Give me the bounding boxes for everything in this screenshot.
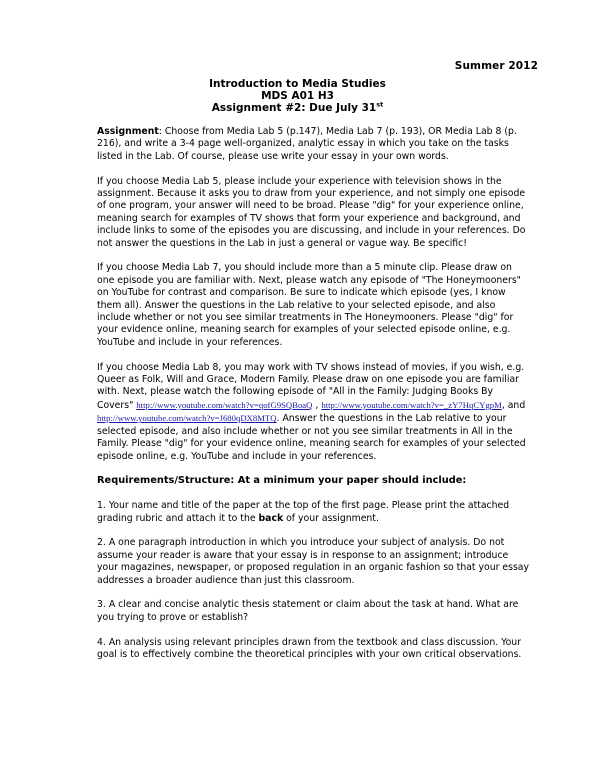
requirement-item-1-text: 1. Your name and title of the paper at the top of the first page. Please print the attached grading rubric and attach it to the — [97, 500, 510, 524]
assignment-text: : Choose from Media Lab 5 (p.147), Media Lab 7 (p. 193), OR Media Lab 8 (p. 216), and write a 3-4 page well-organized, analytic essay in which you take on the tasks listed in the Lab. Of course, please use write your essay in your own words. — [97, 126, 517, 162]
requirement-item-1-end: of your assignment. — [283, 512, 379, 524]
requirement-item-4: 4. An analysis using relevant principles drawn from the textbook and class discussion. Your goal is to effectively combine the theoretical principles with your own critical observations. — [97, 636, 522, 660]
course-title: Introduction to Media Studies — [209, 78, 386, 90]
lab8-intro: If you choose Media Lab 8, you may work with TV shows instead of movies, if you wish, e.g. Queer as Folk, Will and Grace, Modern Family. Please draw on one episode you are familiar with. Next, please watch the following episode of "All in the Family: Judging Books By Covers" — [97, 361, 525, 411]
youtube-link-3[interactable]: http://www.youtube.com/watch?v=J680qDX8MTQ — [97, 413, 277, 424]
assignment-title-text: Assignment #2: Due July 31 — [211, 102, 377, 114]
course-code: MDS A01 H3 — [261, 90, 334, 102]
requirement-item-1 — [97, 500, 529, 525]
youtube-link-2[interactable]: http://www.youtube.com/watch?v=_zY7HqCYgpM — [321, 399, 502, 410]
term-date: Summer 2012 — [454, 60, 538, 72]
assignment-paragraph — [97, 126, 529, 163]
ordinal-suffix: st — [376, 100, 384, 109]
youtube-link-1[interactable]: http://www.youtube.com/watch?v=qofG9SQBoaQ — [136, 399, 313, 410]
document-body — [97, 126, 529, 674]
lab7-paragraph: If you choose Media Lab 7, you should include more than a 5 minute clip. Please draw on one episode you are familiar with. Next, please watch any episode of "The Honeymooners" on YouTube for contrast and comparison. Be sure to indicate which episode (yes, I know them all). Answer the questions in the Lab relative to your selected episode, and also include whether or not you see similar treatments in The Honeymooners. Please "dig" for your evidence online, meaning search for examples of your selected episode online, e.g. YouTube and include in your references. — [97, 262, 521, 348]
requirement-item-1-emphasis: back — [258, 512, 284, 524]
requirement-item-2: 2. A one paragraph introduction in which you introduce your subject of analysis. Do not assume your reader is aware that your essay is in response to an assignment; introduce your magazines, newspaper, or proposed regulation in an organic fashion so that your essay addresses a broader audience than just this classroom. — [97, 537, 529, 586]
assignment-title — [0, 102, 595, 114]
requirement-item-3: 3. A clear and concise analytic thesis statement or claim about the task at hand. What are you trying to prove or establish? — [97, 599, 519, 623]
link-separator: , — [312, 399, 319, 411]
requirements-heading: Requirements/Structure: At a minimum your paper should include: — [97, 475, 467, 487]
lab5-paragraph: If you choose Media Lab 5, please include your experience with television shows in the assignment. Because it asks you to draw from your experience, and not simply one episode of one program, your answer will need to be broad. Please "dig" for your experience online, meaning search for examples of TV shows that form your experience and background, and include links to some of the episodes you are discussing, and include in your references. Do not answer the questions in the Lab in just a general or vague way. Be specific! — [97, 175, 526, 249]
link-separator: , and — [501, 399, 526, 411]
assignment-label: Assignment — [97, 126, 159, 137]
lab8-paragraph — [97, 362, 529, 463]
lab8-rest: Answer the questions in the Lab relative to your selected episode, and also include whether or not you see similar treatments in All in the Family. Please "dig" for your evidence online, meaning search for examples of your selected episode online, e.g. YouTube and include in your references. — [97, 413, 526, 462]
title-block — [0, 78, 595, 114]
link-separator: . — [276, 413, 280, 425]
